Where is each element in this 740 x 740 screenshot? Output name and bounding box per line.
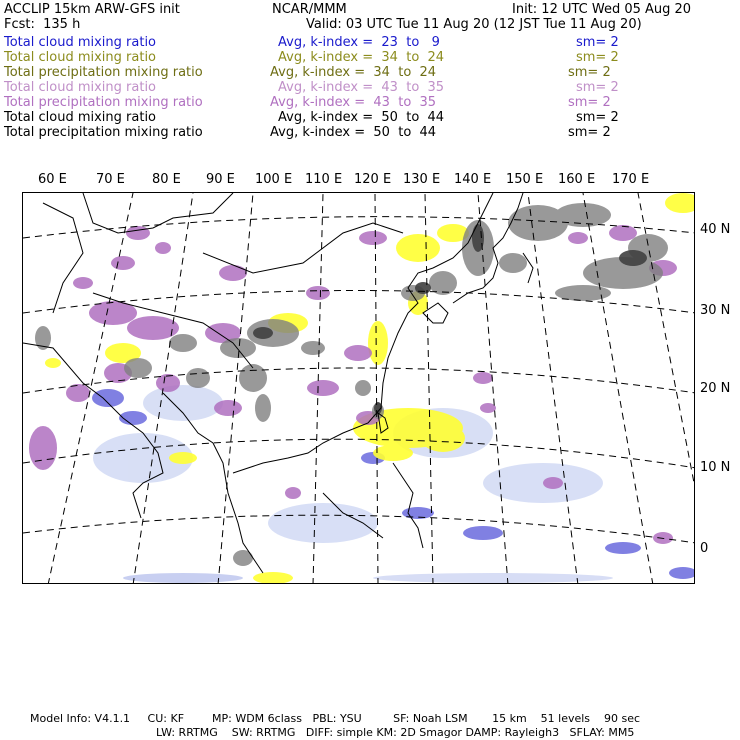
center-name: NCAR/MMM [272,2,347,17]
lon-label: 160 E [558,172,596,187]
lon-label: 120 E [354,172,392,187]
legend-label: Total precipitation mixing ratio [4,95,203,110]
legend-sm: sm= 2 [576,80,619,95]
legend-label: Total cloud mixing ratio [4,35,157,50]
legend-sm: sm= 2 [568,125,611,140]
legend-avg: Avg, k-index = 50 to 44 [278,110,445,125]
legend-avg: Avg, k-index = 34 to 24 [278,50,445,65]
lat-label: 10 N [700,460,731,475]
legend-avg: Avg, k-index = 43 to 35 [278,80,445,95]
legend-sm: sm= 2 [576,50,619,65]
legend-label: Total precipitation mixing ratio [4,125,203,140]
valid-time: Valid: 03 UTC Tue 11 Aug 20 (12 JST Tue 11 Aug 20) [306,17,642,32]
lat-label: 0 [700,541,709,556]
lon-label: 60 E [38,172,67,187]
lat-label: 30 N [700,303,731,318]
legend-label: Total precipitation mixing ratio [4,65,203,80]
lat-label: 20 N [700,381,731,396]
lon-label: 170 E [612,172,650,187]
legend-avg: Avg, k-index = 23 to 9 [278,35,440,50]
model-physics: LW: RRTMG SW: RRTMG DIFF: simple KM: 2D Smagor DAMP: Rayleigh3 SFLAY: MM5 [156,726,635,739]
legend-avg: Avg, k-index = 43 to 35 [270,95,437,110]
model-info: Model Info: V4.1.1 CU: KF MP: WDM 6class PBL: YSU SF: Noah LSM 15 km 51 levels 90 sec [30,712,641,725]
legend-sm: sm= 2 [568,65,611,80]
legend-sm: sm= 2 [576,35,619,50]
lon-label: 70 E [96,172,125,187]
legend-avg: Avg, k-index = 34 to 24 [270,65,437,80]
lat-label: 40 N [700,222,731,237]
lon-label: 80 E [152,172,181,187]
lon-label: 100 E [255,172,293,187]
lon-label: 110 E [305,172,343,187]
init-time: Init: 12 UTC Wed 05 Aug 20 [512,2,692,17]
legend-sm: sm= 2 [576,110,619,125]
map-panel [22,192,695,584]
lon-label: 90 E [206,172,235,187]
lon-label: 150 E [506,172,544,187]
legend-label: Total cloud mixing ratio [4,50,157,65]
lon-label: 140 E [454,172,492,187]
map-svg [23,193,695,584]
legend-label: Total cloud mixing ratio [4,80,157,95]
lon-label: 130 E [403,172,441,187]
legend-avg: Avg, k-index = 50 to 44 [270,125,437,140]
model-title: ACCLIP 15km ARW-GFS init [4,2,180,17]
forecast-hour: Fcst: 135 h [4,17,81,32]
legend-label: Total cloud mixing ratio [4,110,157,125]
legend-sm: sm= 2 [568,95,611,110]
